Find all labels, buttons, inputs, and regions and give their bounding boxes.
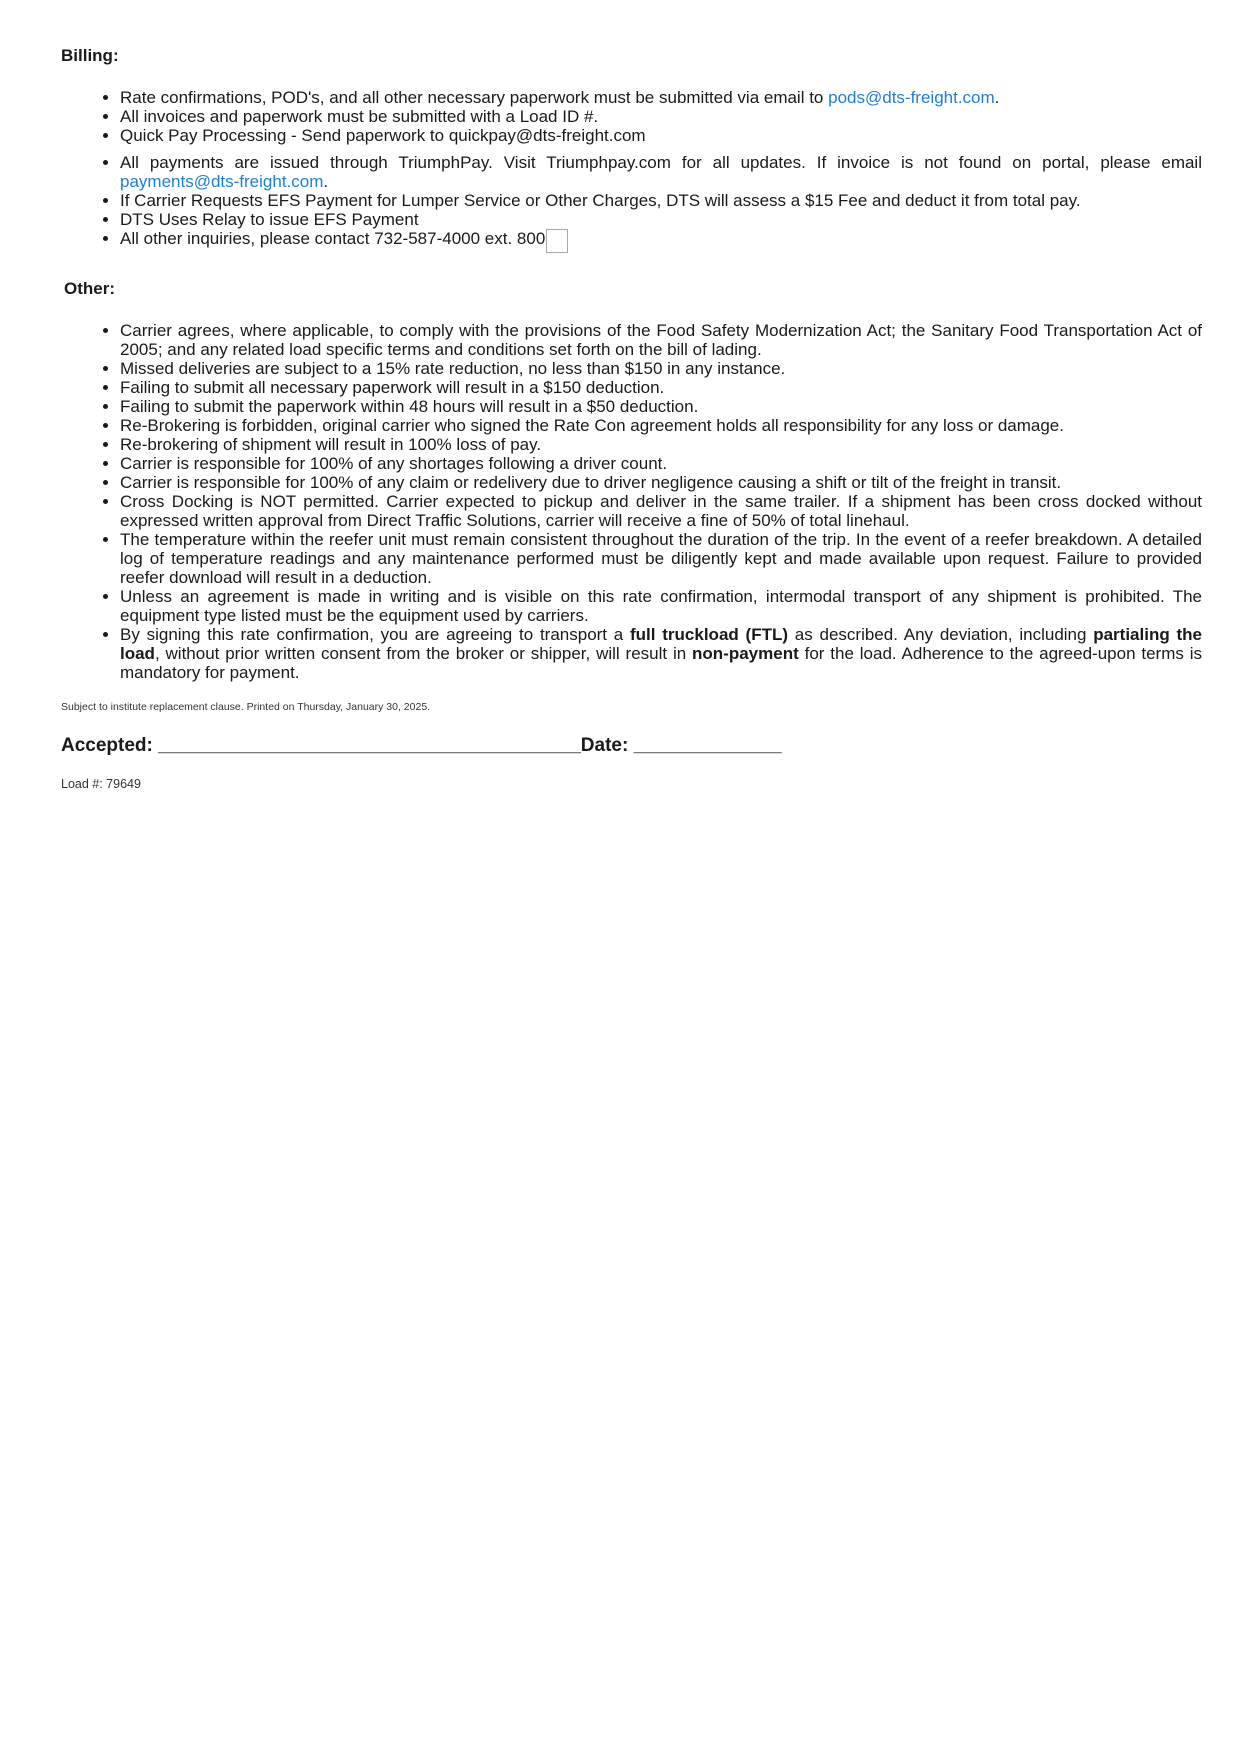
payments-email-link[interactable]: payments@dts-freight.com — [120, 172, 324, 191]
list-item: • All payments are issued through TriumphPay. Visit Triumphpay.com for all updates. If invoice is not found on portal, please email payments@dts-freight.com. — [120, 153, 1202, 191]
billing-heading: Billing: — [61, 46, 119, 65]
list-item: • DTS Uses Relay to issue EFS Payment — [120, 210, 1202, 229]
pods-email-link[interactable]: pods@dts-freight.com — [828, 88, 995, 107]
other-list — [100, 321, 1202, 682]
list-item: • The temperature within the reefer unit must remain consistent throughout the duration of the trip. In the event of a reefer breakdown. A detailed log of temperature readings and any maintenance performed must be diligently kept and made available upon request. Failure to provided reefer download will result in a deduction. — [120, 530, 1202, 587]
non-payment-emphasis: non-payment — [692, 644, 799, 663]
list-item: • Carrier is responsible for 100% of any shortages following a driver count. — [120, 454, 1202, 473]
list-item: • Re-Brokering is forbidden, original carrier who signed the Rate Con agreement holds all responsibility for any loss or damage. — [120, 416, 1202, 435]
list-item: • If Carrier Requests EFS Payment for Lumper Service or Other Charges, DTS will assess a $15 Fee and deduct it from total pay. — [120, 191, 1202, 210]
ftl-emphasis: full truckload (FTL) — [630, 625, 789, 644]
footnote: Subject to institute replacement clause. Printed on Thursday, January 30, 2025. — [61, 701, 431, 713]
list-item: • By signing this rate confirmation, you are agreeing to transport a full truckload (FTL) as described. Any deviation, including partialing the load, without prior written consent from the broker or shipper, will result in non-payment for the load. Adherence to the agreed-upon terms is mandatory for payment. — [120, 625, 1202, 682]
checkbox[interactable] — [546, 229, 568, 253]
partialing-emphasis: partialing the load — [120, 625, 1202, 663]
list-item: • Re-brokering of shipment will result in 100% loss of pay. — [120, 435, 1202, 454]
signature-line: Accepted: ________________________________________Date: ______________ — [61, 735, 782, 756]
billing-list — [100, 88, 1202, 253]
load-number: Load #: 79649 — [61, 777, 141, 791]
other-heading: Other: — [64, 279, 115, 298]
list-item: • Missed deliveries are subject to a 15% rate reduction, no less than $150 in any instance. — [120, 359, 1202, 378]
list-item: • All other inquiries, please contact 732-587-4000 ext. 800 — [120, 229, 1202, 253]
list-item: • Carrier is responsible for 100% of any claim or redelivery due to driver negligence causing a shift or tilt of the freight in transit. — [120, 473, 1202, 492]
list-item: • Carrier agrees, where applicable, to comply with the provisions of the Food Safety Modernization Act; the Sanitary Food Transportation Act of 2005; and any related load specific terms and conditions set forth on the bill of lading. — [120, 321, 1202, 359]
list-item: • Unless an agreement is made in writing and is visible on this rate confirmation, intermodal transport of any shipment is prohibited. The equipment type listed must be the equipment used by carriers. — [120, 587, 1202, 625]
list-item: • Failing to submit all necessary paperwork will result in a $150 deduction. — [120, 378, 1202, 397]
list-item: • Failing to submit the paperwork within 48 hours will result in a $50 deduction. — [120, 397, 1202, 416]
list-item: • Quick Pay Processing - Send paperwork to quickpay@dts-freight.com — [120, 126, 1202, 145]
list-item: • Rate confirmations, POD's, and all other necessary paperwork must be submitted via email to pods@dts-freight.com. — [120, 88, 1202, 107]
list-item: • All invoices and paperwork must be submitted with a Load ID #. — [120, 107, 1202, 126]
list-item: • Cross Docking is NOT permitted. Carrier expected to pickup and deliver in the same trailer. If a shipment has been cross docked without expressed written approval from Direct Traffic Solutions, carrier will receive a fine of 50% of total linehaul. — [120, 492, 1202, 530]
